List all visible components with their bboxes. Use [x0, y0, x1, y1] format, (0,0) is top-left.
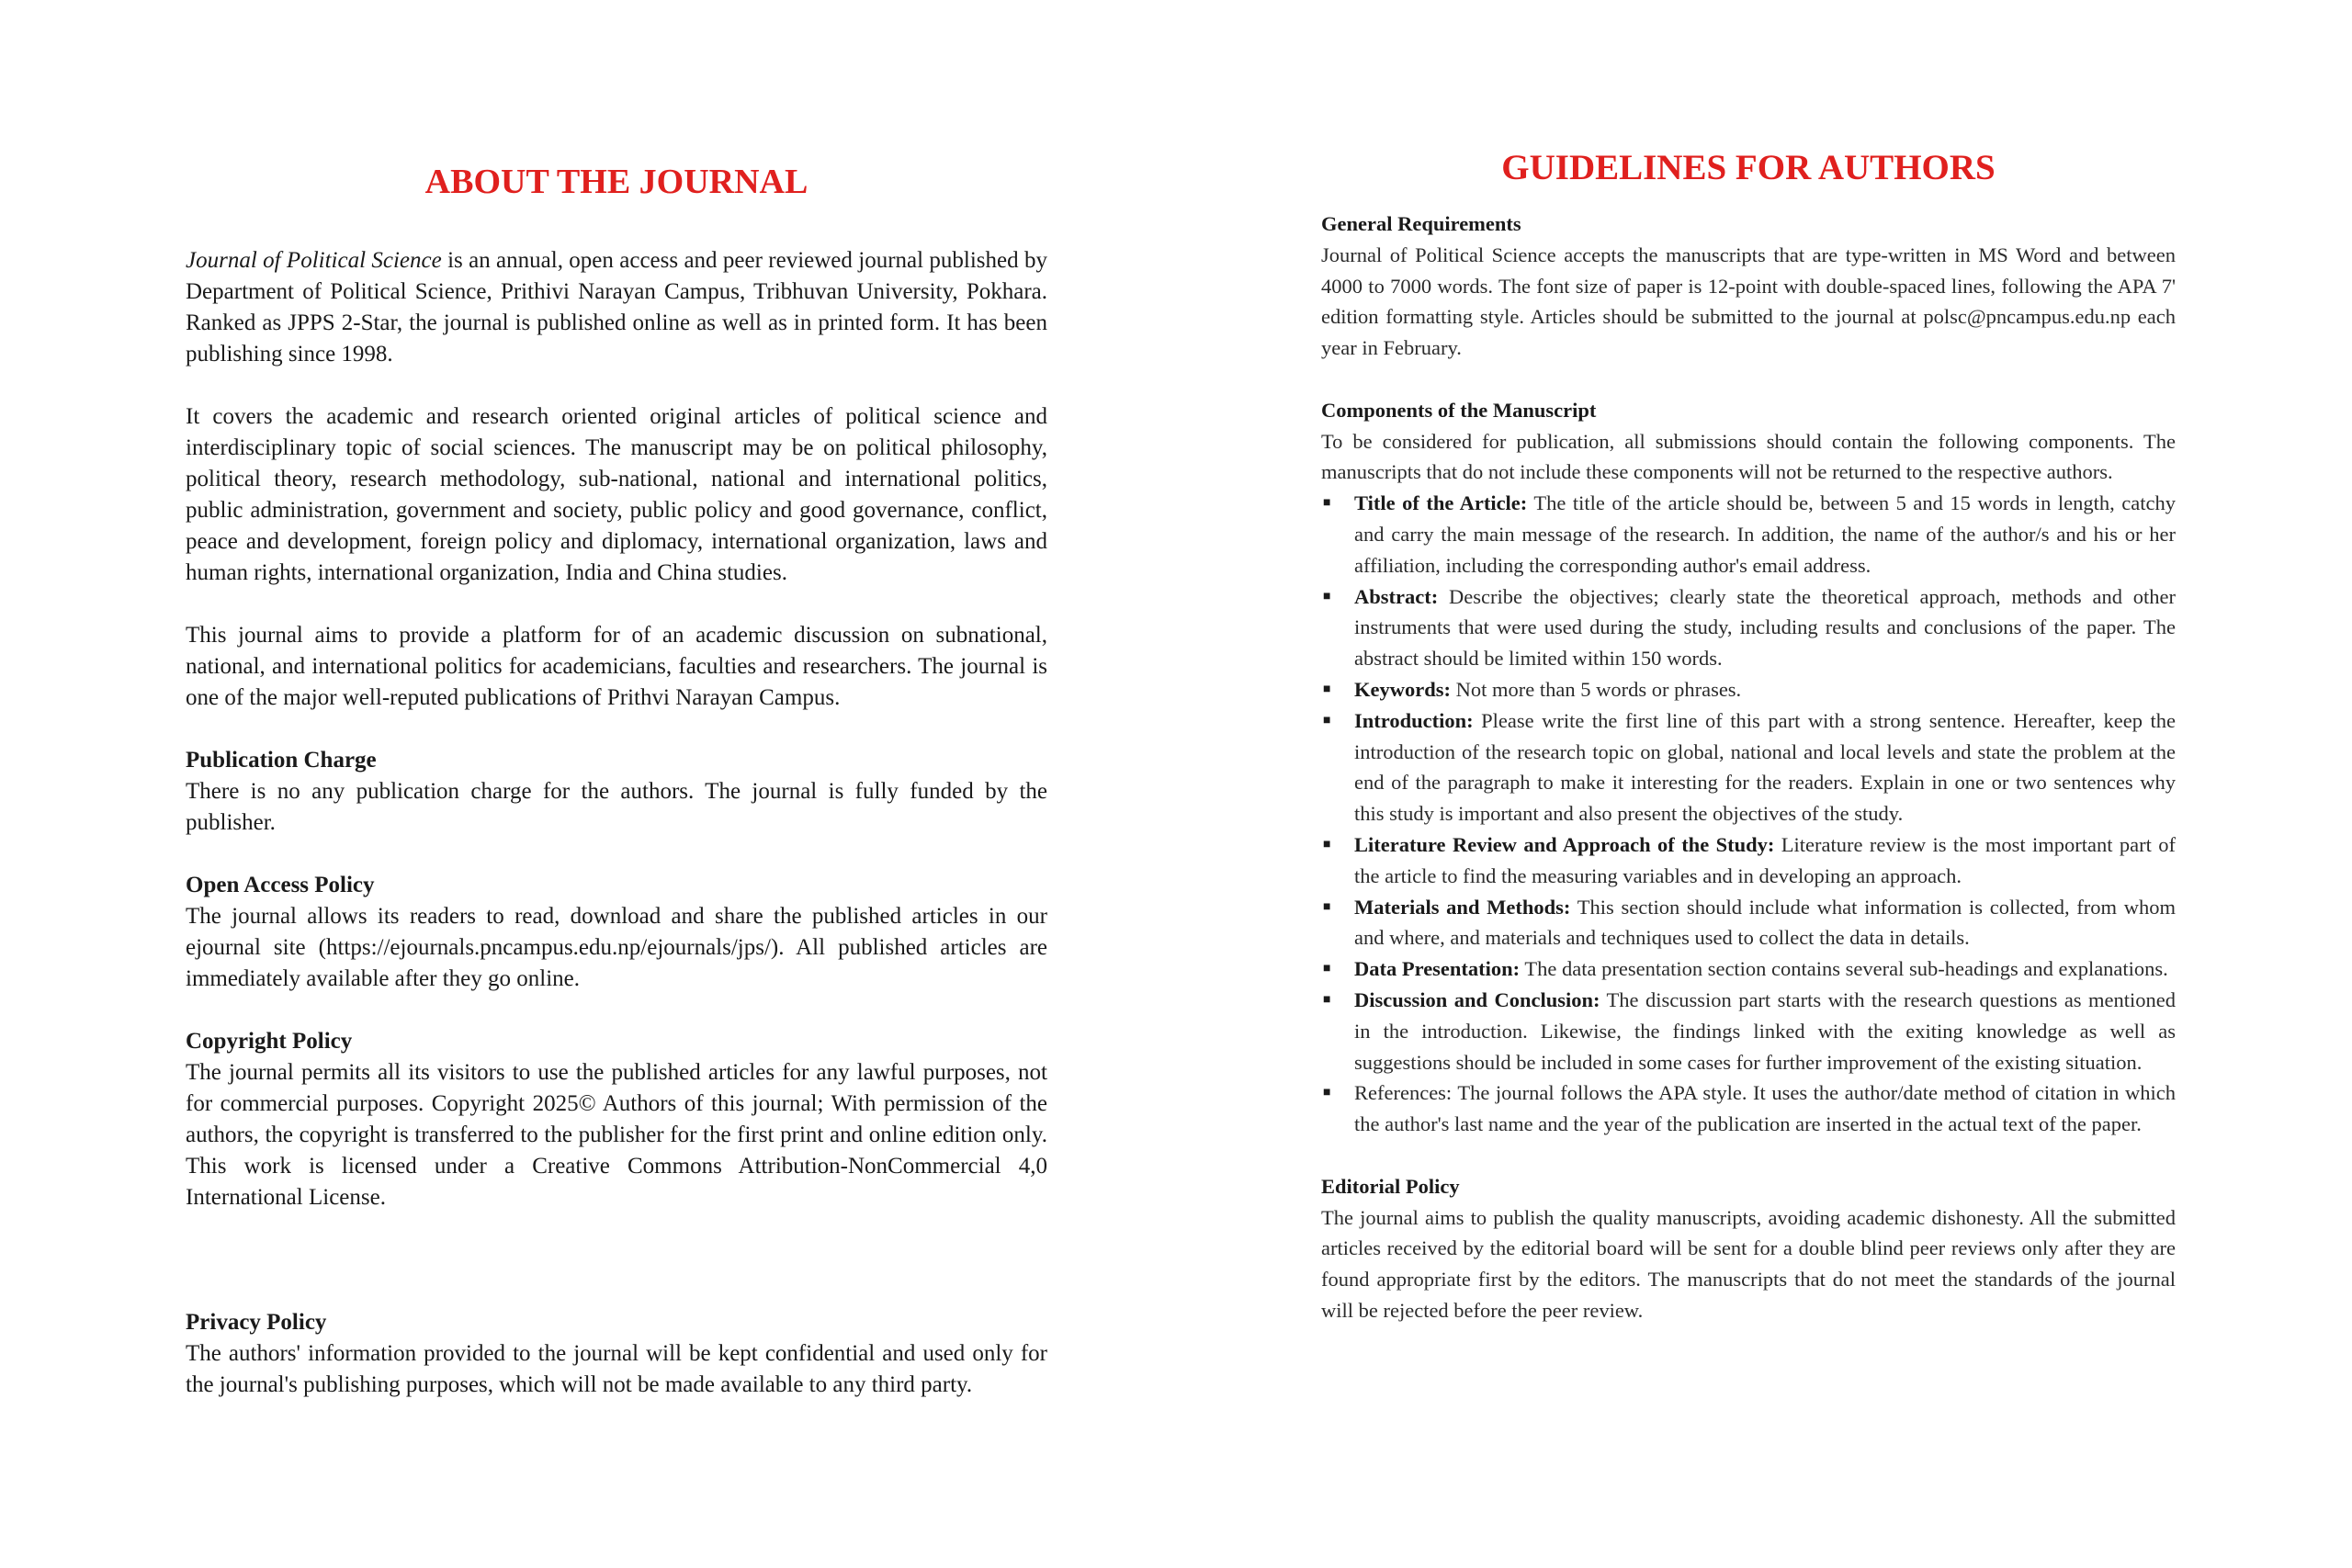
list-item — [1321, 892, 2176, 954]
section-title: General Requirements — [1321, 212, 1521, 235]
item-text: References: The journal follows the APA style. It uses the author/date method of citation in which the author's last name and the year of the publication are inserted in the actual text of the paper. — [1354, 1081, 2176, 1136]
section-title: Privacy Policy — [186, 1310, 327, 1335]
guidelines-heading: GUIDELINES FOR AUTHORS — [1501, 148, 1996, 187]
components-list — [1321, 488, 2176, 1140]
list-item — [1321, 829, 2176, 892]
item-label: Materials and Methods: — [1354, 895, 1571, 919]
bullet-square-icon: ■ — [1323, 589, 1331, 604]
general-requirements-section — [1321, 209, 2176, 364]
editorial-policy-section — [1321, 1171, 2176, 1326]
list-item — [1321, 1077, 2176, 1140]
bullet-square-icon: ■ — [1323, 837, 1331, 852]
intro-text: is an annual, open access and peer reviewed journal published by Department of Political Science, Prithivi Narayan Campus, Tribhuvan University, Pokhara. Ranked as JPPS 2-Star, the journal is published online as well as in printed form. It has been publishing since 1998. — [186, 248, 1047, 367]
bullet-square-icon: ■ — [1323, 962, 1331, 976]
scope-paragraph: It covers the academic and research oriented original articles of political science and interdisciplinary topic of social sciences. The manuscript may be on political philosophy, political theory, research methodology, sub-national, national and international politics, public administration, government and society, public policy and good governance, conflict, peace and development, foreign policy and diplomacy, international organization, laws and human rights, international organization, India and China studies. — [186, 404, 1047, 585]
item-label: Data Presentation: — [1354, 957, 1521, 981]
item-text: The data presentation section contains several sub-headings and explanations. — [1520, 957, 2168, 981]
item-text: The title of the article should be, between 5 and 15 words in length, catchy and carry the main message of the research. In addition, the name of the author/s and his or her affiliation, including the corresponding author's email address. — [1354, 491, 2176, 577]
bullet-square-icon: ■ — [1323, 496, 1331, 511]
section-title: Editorial Policy — [1321, 1174, 1460, 1198]
section-title: Open Access Policy — [186, 873, 375, 897]
item-label: Discussion and Conclusion: — [1354, 987, 1600, 1011]
bullet-square-icon: ■ — [1323, 899, 1331, 914]
aims-paragraph: This journal aims to provide a platform for of an academic discussion on subnational, national, and international politics for academicians, faculties and researchers. The journal is one of the major well-reputed publications of Prithvi Narayan Campus. — [186, 623, 1047, 710]
item-label: Abstract: — [1354, 584, 1439, 608]
bullet-square-icon: ■ — [1323, 713, 1331, 728]
list-item — [1321, 674, 2176, 705]
section-text: The authors' information provided to the journal will be kept confidential and used only for the journal's publishing purposes, which will not be made available to any third party. — [186, 1341, 1047, 1397]
section-title: Components of the Manuscript — [1321, 398, 1597, 422]
components-intro: To be considered for publication, all submissions should contain the following components. The manuscripts that do not include these components will not be returned to the respective authors. — [1321, 429, 2176, 484]
left-page — [186, 0, 1047, 1432]
intro-paragraph — [186, 245, 1047, 370]
item-label: Introduction: — [1354, 708, 1474, 732]
section-title: Copyright Policy — [186, 1029, 353, 1054]
item-text: The discussion part starts with the research questions as mentioned in the introduction. Likewise, the findings linked with the exiting knowledge as well as suggestions should be included in some cases for further improvement of the existing situation. — [1354, 987, 2176, 1074]
list-item — [1321, 953, 2176, 985]
list-item — [1321, 985, 2176, 1077]
components-section — [1321, 395, 2176, 1140]
section-title: Publication Charge — [186, 748, 377, 773]
publication-charge-section — [186, 745, 1047, 839]
section-text: The journal aims to publish the quality manuscripts, avoiding academic dishonesty. All the submitted articles received by the editorial board will be sent for a double blind peer reviews only after they are found appropriate first by the editors. The manuscripts that do not meet the standards of the journal will be rejected before the peer review. — [1321, 1205, 2176, 1322]
list-item — [1321, 581, 2176, 674]
item-text: Not more than 5 words or phrases. — [1451, 677, 1742, 701]
section-text: There is no any publication charge for the authors. The journal is fully funded by the publisher. — [186, 779, 1047, 835]
item-label: Keywords: — [1354, 677, 1451, 701]
item-label: Title of the Article: — [1354, 491, 1528, 515]
journal-name: Journal of Political Science — [186, 248, 442, 273]
item-text: Literature review is the most important part of the article to find the measuring variables and in developing an approach. — [1354, 832, 2177, 887]
item-text: Please write the first line of this part with a strong sentence. Hereafter, keep the introduction of the research topic on global, national and local levels and state the problem at the end of the paragraph to make it interesting for the readers. Explain in one or two sentences why this study is important and also present the objectives of the study. — [1354, 708, 2176, 826]
copyright-section — [186, 1026, 1047, 1213]
section-text: Journal of Political Science accepts the manuscripts that are type-written in MS Word and between 4000 to 7000 words. The font size of paper is 12-point with double-spaced lines, following the APA 7' edition formatting style. Articles should be submitted to the journal at polsc@pncampus.edu.np each year in February. — [1321, 243, 2176, 360]
list-item — [1321, 705, 2176, 829]
list-item — [1321, 488, 2176, 581]
item-text: This section should include what information is collected, from whom and where, and materials and techniques used to collect the data in details. — [1354, 895, 2177, 950]
privacy-section — [186, 1307, 1047, 1401]
about-heading: ABOUT THE JOURNAL — [424, 163, 808, 201]
item-label: Literature Review and Approach of the Study: — [1354, 832, 1775, 856]
bullet-square-icon: ■ — [1323, 682, 1331, 696]
item-text: Describe the objectives; clearly state the theoretical approach, methods and other instruments that were used during the study, including results and conclusions of the paper. The abstract should be limited within 150 words. — [1354, 584, 2176, 671]
section-text: The journal permits all its visitors to use the published articles for any lawful purposes, not for commercial purposes. Copyright 2025© Authors of this journal; With permission of the authors, the copyright is transferred to the publisher for the first print and online edition only. This work is licensed under a Creative Commons Attribution-NonCommercial 4,0 International License. — [186, 1060, 1047, 1210]
bullet-square-icon: ■ — [1323, 1086, 1331, 1100]
section-text: The journal allows its readers to read, download and share the published articles in our ejournal site (https://ejournals.pncampus.edu.np/ejournals/jps/). All published articles are immediately available after they go online. — [186, 904, 1047, 991]
bullet-square-icon: ■ — [1323, 992, 1331, 1007]
right-page — [1321, 0, 2176, 1357]
open-access-section — [186, 870, 1047, 995]
